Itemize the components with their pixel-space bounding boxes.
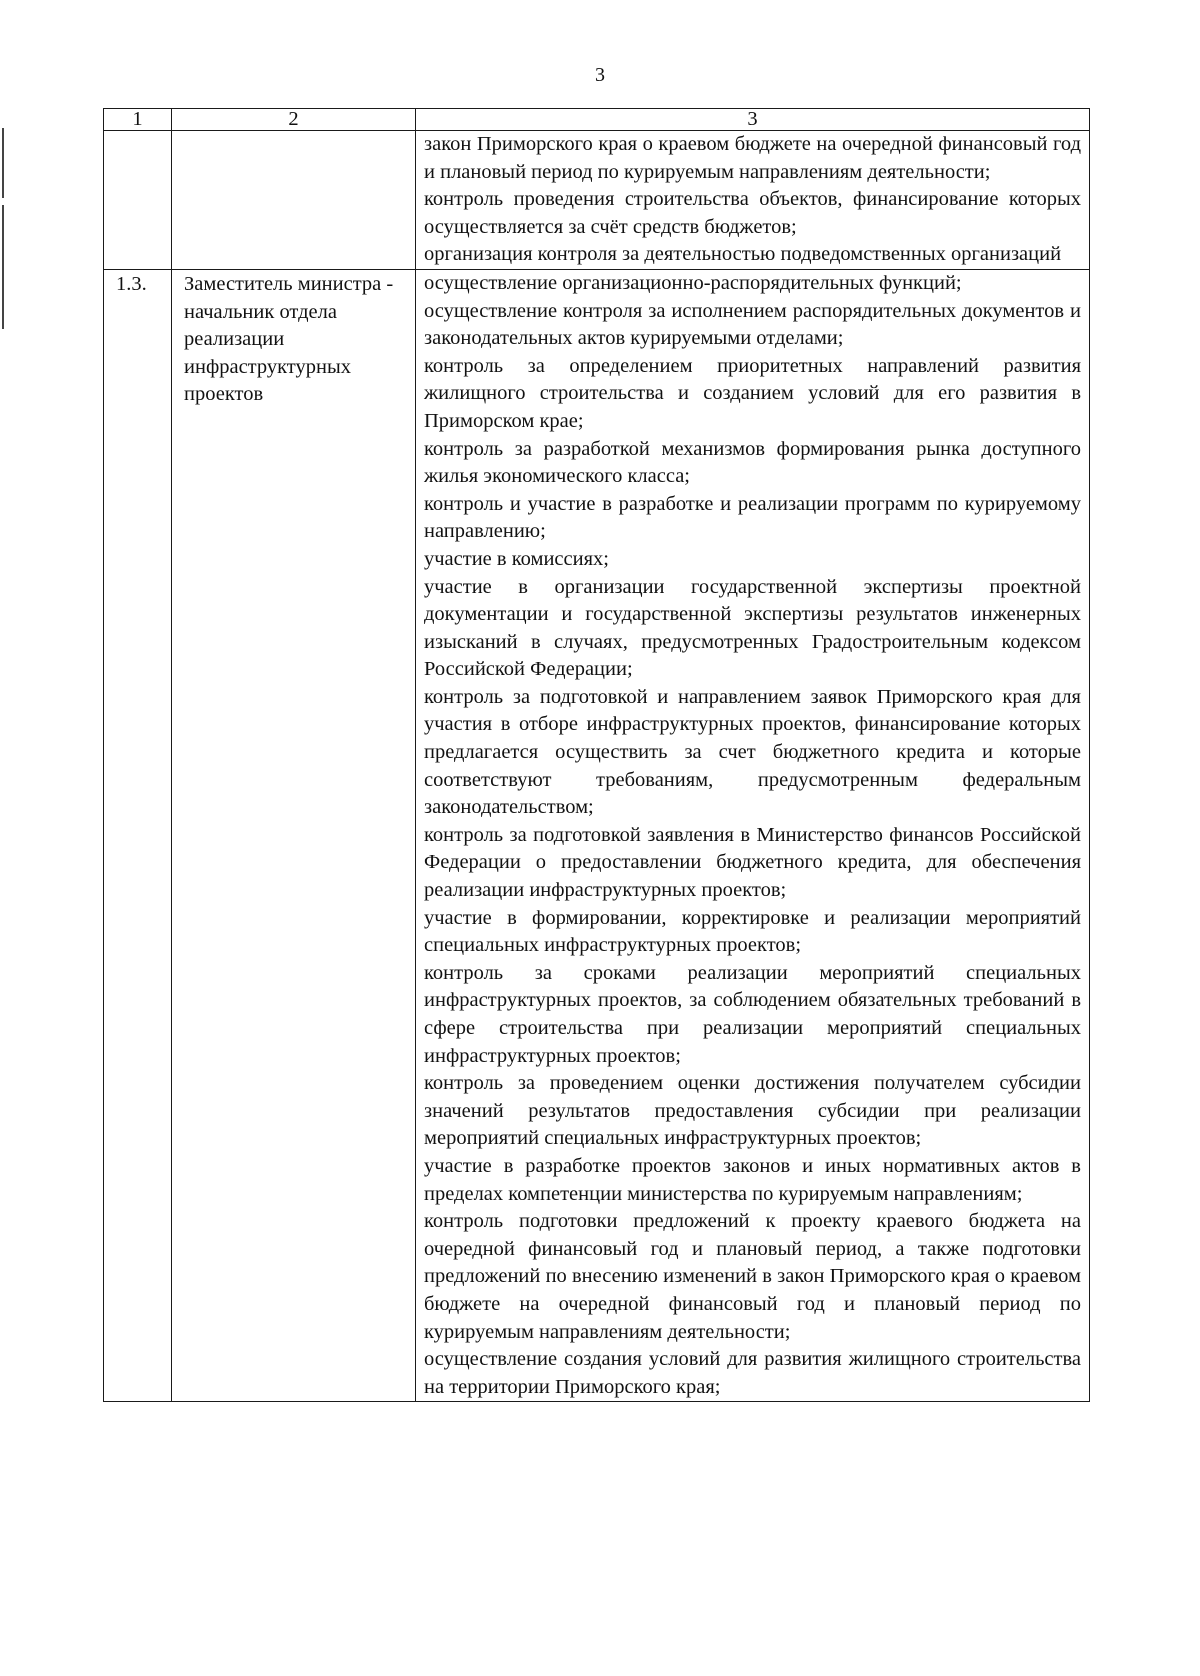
duty-item: участие в организации государственной экспертизы проектной документации и государственной экспертизы результатов инженерных изысканий в случаях, предусмотренных Градостроительным кодексом Российской Федерации; bbox=[424, 575, 1081, 681]
duty-item: осуществление организационно-распорядительных функций; bbox=[424, 271, 962, 294]
column-header-3: 3 bbox=[416, 109, 1090, 131]
page-number: 3 bbox=[595, 64, 605, 86]
duty-item: участие в формировании, корректировке и реализации мероприятий специальных инфраструктурных проектов; bbox=[424, 906, 1081, 957]
duty-item: контроль проведения строительства объектов, финансирование которых осуществляется за счёт средств бюджетов; bbox=[424, 188, 1081, 238]
duty-item: контроль и участие в разработке и реализации программ по курируемому направлению; bbox=[424, 492, 1081, 543]
duty-item: контроль подготовки предложений к проекту краевого бюджета на очередной финансовый год и плановый период, а также подготовки предложений по внесению изменений в закон Приморского края о краевом бюджете на очередной финансовый год и плановый период по курируемым направлениям деятельности; bbox=[424, 1210, 1081, 1343]
duty-item: контроль за сроками реализации мероприятий специальных инфраструктурных проектов, за соблюдением обязательных требований в сфере строительства при реализации мероприятий специальных инфраструктурных проектов; bbox=[424, 961, 1081, 1067]
column-header-1: 1 bbox=[104, 109, 172, 131]
scan-margin-mark bbox=[2, 205, 4, 329]
duties-cell bbox=[416, 131, 1090, 270]
duty-item: контроль за подготовкой и направлением заявок Приморского края для участия в отборе инфраструктурных проектов, финансирование которых предлагается осуществить за счет бюджетного кредита и которые соответствуют требованиям, предусмотренным федеральным законодательством; bbox=[424, 685, 1081, 819]
row-number bbox=[104, 131, 172, 270]
position-title bbox=[172, 131, 416, 270]
duty-item: контроль за подготовкой заявления в Министерство финансов Российской Федерации о предоставлении бюджетного кредита, для обеспечения реализации инфраструктурных проектов; bbox=[424, 823, 1081, 902]
position-title: Заместитель министра - начальник отдела реализации инфраструктурных проектов bbox=[172, 269, 416, 1401]
duty-item: контроль за разработкой механизмов формирования рынка доступного жилья экономического класса; bbox=[424, 437, 1081, 488]
duty-item: осуществление создания условий для развития жилищного строительства на территории Приморского края; bbox=[424, 1348, 1081, 1398]
duty-item: закон Приморского края о краевом бюджете на очередной финансовый год и плановый период по курируемым направлениям деятельности; bbox=[424, 133, 1081, 183]
table-row bbox=[104, 269, 1090, 1401]
table-header-row bbox=[104, 109, 1090, 131]
duties-cell bbox=[416, 269, 1090, 1401]
duty-item: контроль за определением приоритетных направлений развития жилищного строительства и созданием условий для его развития в Приморском крае; bbox=[424, 354, 1081, 432]
table-row bbox=[104, 131, 1090, 270]
column-header-2: 2 bbox=[172, 109, 416, 131]
scan-margin-mark bbox=[2, 128, 4, 198]
row-number: 1.3. bbox=[104, 269, 172, 1401]
duties-table bbox=[103, 108, 1090, 1402]
duty-item: участие в разработке проектов законов и иных нормативных актов в пределах компетенции министерства по курируемым направлениям; bbox=[424, 1154, 1081, 1205]
duty-item: контроль за проведением оценки достижения получателем субсидии значений результатов предоставления субсидии при реализации мероприятий специальных инфраструктурных проектов; bbox=[424, 1072, 1081, 1150]
duty-item: участие в комиссиях; bbox=[424, 547, 609, 570]
duty-item: организация контроля за деятельностью подведомственных организаций bbox=[424, 243, 1062, 266]
duty-item: осуществление контроля за исполнением распорядительных документов и законодательных актов курируемыми отделами; bbox=[424, 299, 1081, 350]
